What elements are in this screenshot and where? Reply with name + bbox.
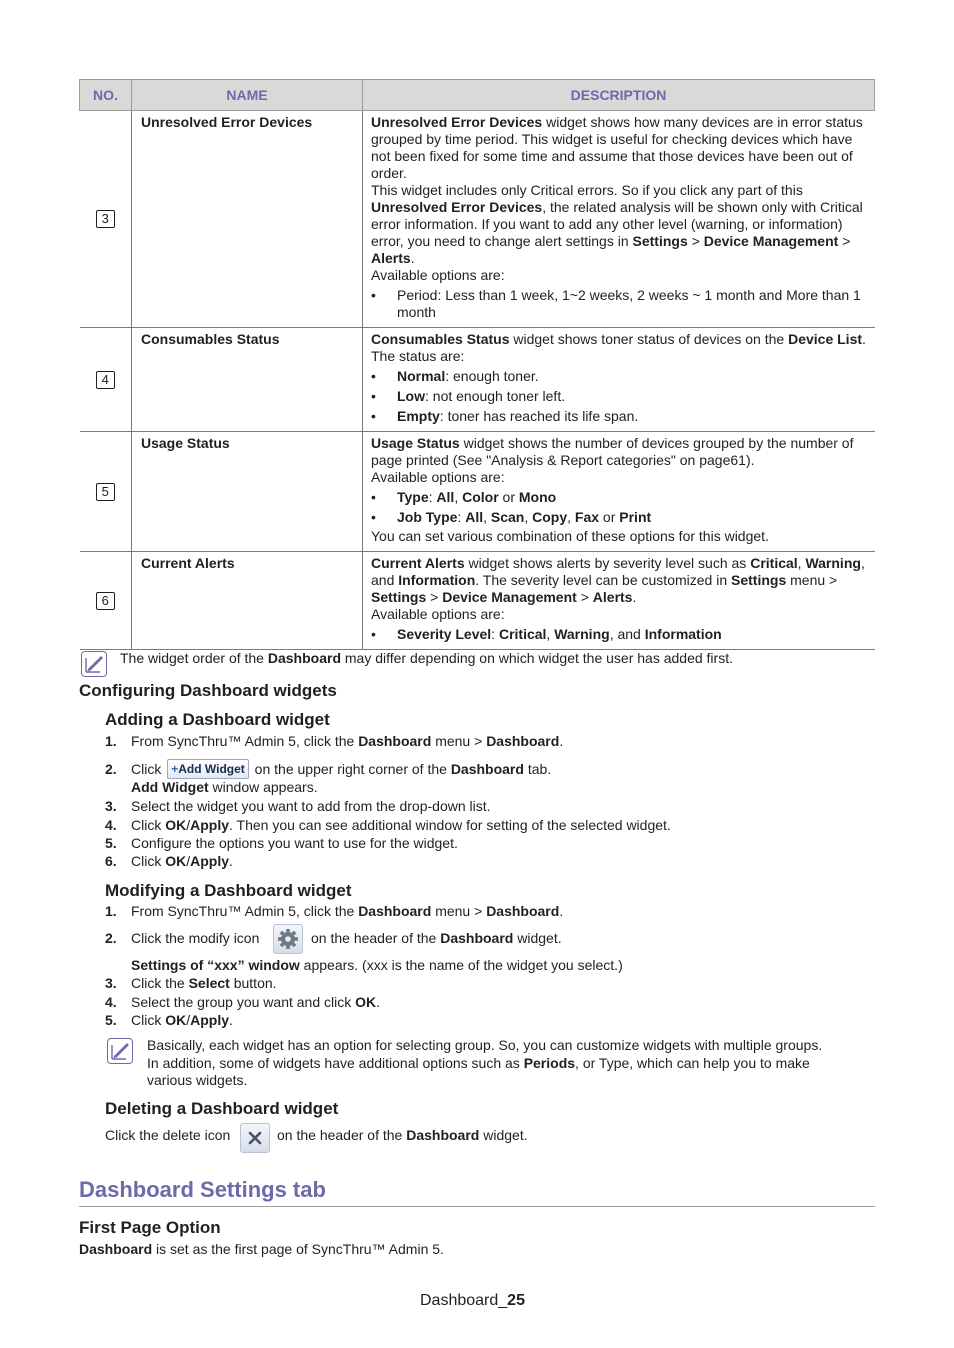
col-header-description: DESCRIPTION [363, 80, 875, 111]
row-number-cell [80, 552, 132, 650]
row-name: Usage Status [132, 432, 363, 552]
row-name: Consumables Status [132, 328, 363, 432]
row-description: Consumables Status widget shows toner status of devices on the Device List. The status are: • Normal: enough toner. • Low: not enough toner left. • Empty: toner has reached its life span. [363, 328, 875, 432]
list-item: • Job Type: All, Scan, Copy, Fax or Print [371, 509, 867, 526]
row-number-cell [80, 432, 132, 552]
page-section-title: Dashboard Settings tab [79, 1177, 326, 1202]
note-text: The widget order of the Dashboard may differ depending on which widget the user has added first. [120, 650, 733, 666]
table-row [80, 552, 875, 650]
row-number-cell [80, 111, 132, 328]
step-note: Settings of “xxx” window appears. (xxx is the name of the widget you select.) [131, 957, 623, 973]
row-description: Usage Status widget shows the number of devices grouped by the number of page printed (See "Analysis & Report categories" on page61). Available options are: • Type: All, Color or Mono • Job Type: All, Scan, Copy, Fax or Print You can set various combination of these options for this widget. [363, 432, 875, 552]
subsection-heading: Adding a Dashboard widget [105, 710, 330, 729]
row-number: 5 [96, 483, 115, 501]
divider [79, 1206, 875, 1207]
row-number: 4 [96, 371, 115, 389]
add-widget-button[interactable]: +Add Widget [167, 759, 249, 779]
row-number: 6 [96, 592, 115, 610]
gear-icon[interactable] [273, 924, 303, 954]
delete-text-continuation: on the header of the Dashboard widget. [277, 1127, 528, 1143]
subsection-heading: Deleting a Dashboard widget [105, 1099, 339, 1118]
page-footer: Dashboard_25 [420, 1292, 525, 1309]
row-name: Current Alerts [132, 552, 363, 650]
list-item: • Period: Less than 1 week, 1~2 weeks, 2 weeks ~ 1 month and More than 1 month [371, 287, 867, 321]
list-item: • Normal: enough toner. [371, 368, 867, 385]
col-header-name: NAME [132, 80, 363, 111]
section-heading: First Page Option [79, 1218, 221, 1237]
list-item: • Low: not enough toner left. [371, 388, 867, 405]
col-header-no: NO. [80, 80, 132, 111]
widget-table [79, 79, 875, 650]
row-number: 3 [96, 210, 115, 228]
note-icon [81, 651, 107, 677]
row-name: Unresolved Error Devices [132, 111, 363, 328]
subsection-heading: Modifying a Dashboard widget [105, 881, 352, 900]
table-row [80, 328, 875, 432]
table-row [80, 432, 875, 552]
note-text: Basically, each widget has an option for selecting group. So, you can customize widgets with multiple groups. In addition, some of widgets have additional options such as Periods, or Type, which can help you to make various widgets. [147, 1037, 823, 1088]
row-description: Current Alerts widget shows alerts by severity level such as Critical, Warning, and Information. The severity level can be customized in Settings menu > Settings > Device Management > Alerts. Available options are: • Severity Level: Critical, Warning, and Information [363, 552, 875, 650]
row-description: Unresolved Error Devices widget shows how many devices are in error status grouped by time period. This widget is useful for checking devices which have not been fixed for some time and assume that those devices have been out of order. This widget includes only Critical errors. So if you click any part of this Unresolved Error Devices, the related analysis will be shown only with Critical error information. If you want to add any other level (warning, or information) error, you need to change alert settings in Settings > Device Management > Alerts. Available options are: • Period: Less than 1 week, 1~2 weeks, 2 weeks ~ 1 month and More than 1 month [363, 111, 875, 328]
section-heading: Configuring Dashboard widgets [79, 681, 337, 700]
delete-icon[interactable] [240, 1123, 270, 1153]
table-header-row [80, 80, 875, 111]
table-row [80, 111, 875, 328]
list-item: • Empty: toner has reached its life span. [371, 408, 867, 425]
delete-text: Click the delete icon [105, 1127, 231, 1143]
list-item: • Type: All, Color or Mono [371, 489, 867, 506]
note-icon [107, 1038, 133, 1064]
list-item: • Severity Level: Critical, Warning, and Information [371, 626, 867, 643]
step-continuation: on the header of the Dashboard widget. [311, 930, 562, 946]
first-page-text: Dashboard is set as the first page of SyncThru™ Admin 5. [79, 1241, 444, 1257]
row-number-cell [80, 328, 132, 432]
step-note: Add Widget window appears. [131, 779, 318, 795]
